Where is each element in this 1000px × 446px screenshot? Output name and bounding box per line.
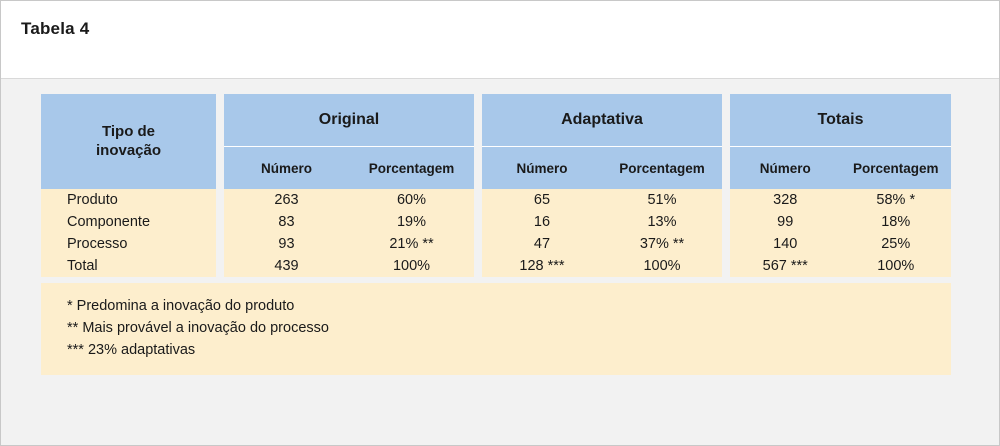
original-values-cell <box>224 189 474 277</box>
table-cell: 21% ** <box>389 236 434 252</box>
table-cell: 60% <box>396 192 427 208</box>
group-header-adaptativa: Adaptativa <box>482 94 722 147</box>
table-cell: 25% <box>881 236 911 252</box>
column-gap <box>216 189 224 277</box>
corner-header-line-1: Tipo de <box>101 122 156 140</box>
table-footnotes <box>41 277 951 375</box>
footnote: *** 23% adaptativas <box>67 342 196 358</box>
footnote: * Predomina a inovação do produto <box>67 298 295 314</box>
column-gap <box>474 189 482 277</box>
subheader-totais <box>730 147 951 190</box>
subheader-adaptativa-numero: Número <box>516 160 568 176</box>
table-container <box>41 94 951 277</box>
table-cell: 13% <box>647 214 677 230</box>
table-cell: 37% ** <box>639 236 685 252</box>
table-cell: 58% * <box>876 192 916 208</box>
title-bar <box>1 1 999 79</box>
subheader-totais-porcentagem: Porcentagem <box>852 160 939 176</box>
table-cell: 47 <box>533 236 551 252</box>
table-cell: 100% <box>392 258 431 274</box>
subheader-adaptativa-porcentagem: Porcentagem <box>619 160 705 176</box>
totais-values-cell <box>730 189 951 277</box>
table-cell: 328 <box>773 192 798 208</box>
table-cell: 140 <box>773 236 798 252</box>
row-label: Total <box>67 258 98 274</box>
table-cell: 100% <box>877 258 915 274</box>
subheader-original-porcentagem: Porcentagem <box>368 160 455 176</box>
group-header-original: Original <box>224 94 474 147</box>
corner-header-line-2: inovação <box>95 141 162 159</box>
row-label: Componente <box>67 214 151 230</box>
table-cell: 65 <box>533 192 551 208</box>
table-cell: 263 <box>274 192 299 208</box>
column-gap <box>216 94 224 189</box>
table-cell: 93 <box>278 236 295 252</box>
page-title: Tabela 4 <box>21 19 90 38</box>
table-cell: 100% <box>643 258 681 274</box>
table-cell: 19% <box>396 214 427 230</box>
table-cell: 99 <box>777 214 794 230</box>
table-cell: 18% <box>881 214 911 230</box>
footnote: ** Mais provável a inovação do processo <box>67 320 329 336</box>
table-cell: 439 <box>274 258 299 274</box>
subheader-totais-numero: Número <box>759 160 811 176</box>
adaptativa-values-cell <box>482 189 722 277</box>
subheader-original <box>224 147 474 190</box>
row-label: Produto <box>67 192 118 208</box>
group-header-totais: Totais <box>730 94 951 147</box>
column-gap <box>722 94 730 189</box>
corner-header-cell <box>41 94 216 189</box>
table-cell: 83 <box>278 214 295 230</box>
table-cell: 51% <box>647 192 677 208</box>
column-gap <box>474 94 482 189</box>
table-body-area <box>1 79 999 445</box>
table-header-group-row <box>41 94 951 147</box>
column-gap <box>722 189 730 277</box>
table-cell: 16 <box>533 214 551 230</box>
row-labels-cell <box>41 189 216 277</box>
table-cell: 567 *** <box>762 258 808 274</box>
row-label: Processo <box>67 236 128 252</box>
table-data-row-block <box>41 189 951 277</box>
innovation-table <box>41 94 951 277</box>
table-cell: 128 *** <box>519 258 565 274</box>
subheader-adaptativa <box>482 147 722 190</box>
subheader-original-numero: Número <box>260 160 312 176</box>
